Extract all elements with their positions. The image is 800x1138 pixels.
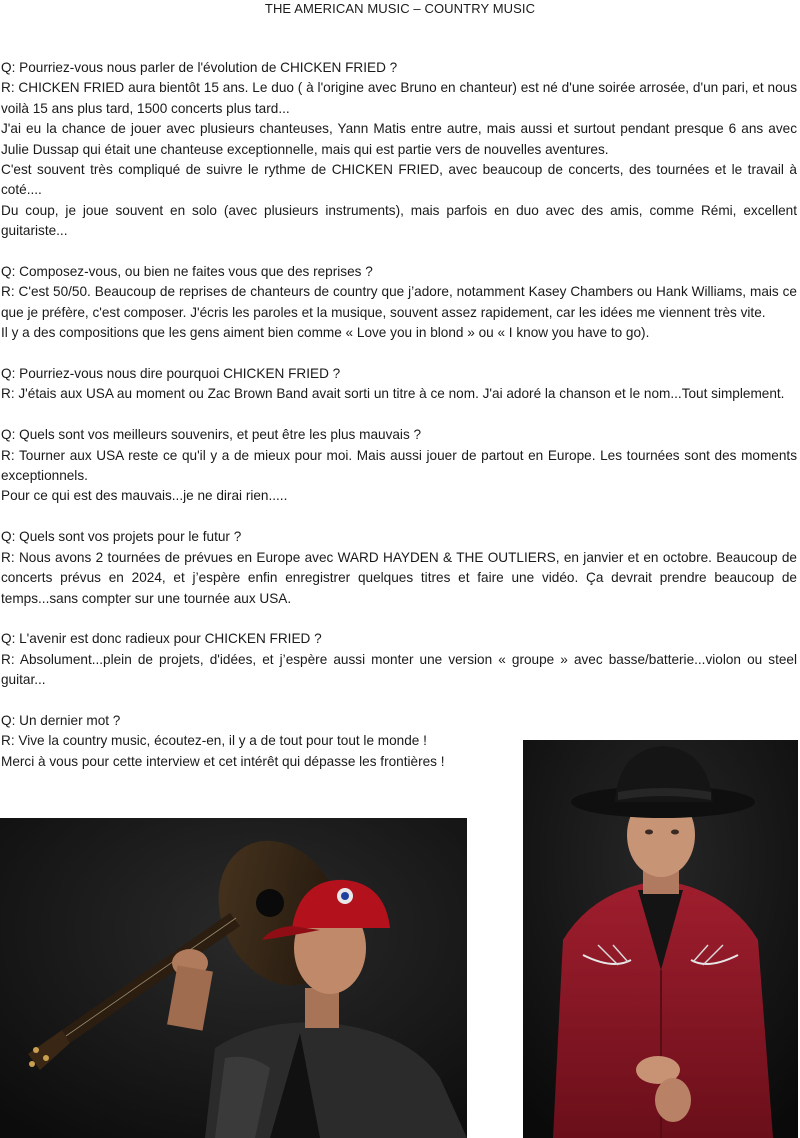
question: Q: Pourriez-vous nous dire pourquoi CHICKEN FRIED ? [1,366,341,382]
answer-line: C'est souvent très compliqué de suivre le rythme de CHICKEN FRIED, avec beaucoup de concerts, des tournées et le travail à coté.... [1,162,797,198]
answer-line: R: C'est 50/50. Beaucoup de reprises de chanteurs de country que j’adore, notamment Kasey Chambers ou Hank Williams, mais ce que je préfère, c'est composer. J'écris les paroles et la musique, souvent assez rapidement, car les idées me viennent très vite. [1,284,797,320]
answer-line: Il y a des compositions que les gens aiment bien comme « Love you in blond » ou « I know you have to go). [1,325,650,341]
qa-block [1,425,797,507]
musician-guitar-photo [0,818,467,1138]
answer-line: R: Nous avons 2 tournées de prévues en Europe avec WARD HAYDEN & THE OUTLIERS, en janvier et en octobre. Beaucoup de concerts prévus en 2024, et j’espère enfin enregistrer quelques titres et faire une vidéo. Ça devrait prendre beaucoup de temps...sans compter sur une tournée aux USA. [1,549,797,606]
question: Q: Composez-vous, ou bien ne faites vous que des reprises ? [1,264,373,280]
answer-line: R: Vive la country music, écoutez-en, il y a de tout pour tout le monde ! [1,733,427,749]
cowboy-portrait-icon [523,740,798,1138]
question: Q: Quels sont vos projets pour le futur ? [1,529,242,545]
qa-block [1,262,797,344]
qa-block [1,527,797,609]
question: Q: Quels sont vos meilleurs souvenirs, et peut être les plus mauvais ? [1,427,422,443]
interview-body [1,58,797,793]
musician-with-guitar-icon [0,818,467,1138]
answer-line: Du coup, je joue souvent en solo (avec plusieurs instruments), mais parfois en duo avec des amis, comme Rémi, excellent guitariste... [1,202,797,239]
qa-block [1,364,797,405]
qa-block [1,629,797,690]
qa-block [1,711,513,772]
question: Q: Un dernier mot ? [1,712,121,728]
answer-line: R: J'étais aux USA au moment ou Zac Brown Band avait sorti un titre à ce nom. J'ai adoré la chanson et le nom...Tout simplement. [1,386,785,402]
answer-line: R: Tourner aux USA reste ce qu'il y a de mieux pour moi. Mais aussi jouer de partout en Europe. Les tournées sont des moments exceptionnels. [1,447,797,484]
answer-line: R: Absolument...plein de projets, d'idées, et j’espère aussi monter une version « groupe » avec basse/batterie...violon ou steel guitar... [1,651,797,688]
question: Q: L'avenir est donc radieux pour CHICKEN FRIED ? [1,631,322,647]
answer-line: J'ai eu la chance de jouer avec plusieurs chanteuses, Yann Matis entre autre, mais aussi et surtout pendant presque 6 ans avec Julie Dussap qui était une chanteuse exceptionnelle, mais qui est partie vers de nouvelles aventures. [1,121,797,157]
qa-block [1,58,797,242]
page-title: THE AMERICAN MUSIC – COUNTRY MUSIC [264,1,536,16]
question: Q: Pourriez-vous nous parler de l'évolution de CHICKEN FRIED ? [1,60,398,75]
answer-line: Pour ce qui est des mauvais...je ne dirai rien..... [1,488,288,504]
cowboy-portrait-photo [523,740,798,1138]
answer-line: Merci à vous pour cette interview et cet intérêt qui dépasse les frontières ! [1,753,445,769]
answer-line: R: CHICKEN FRIED aura bientôt 15 ans. Le duo ( à l'origine avec Bruno en chanteur) est né d'une soirée arrosée, d'un pari, et nous voilà 15 ans plus tard, 1500 concerts plus tard... [1,80,797,116]
